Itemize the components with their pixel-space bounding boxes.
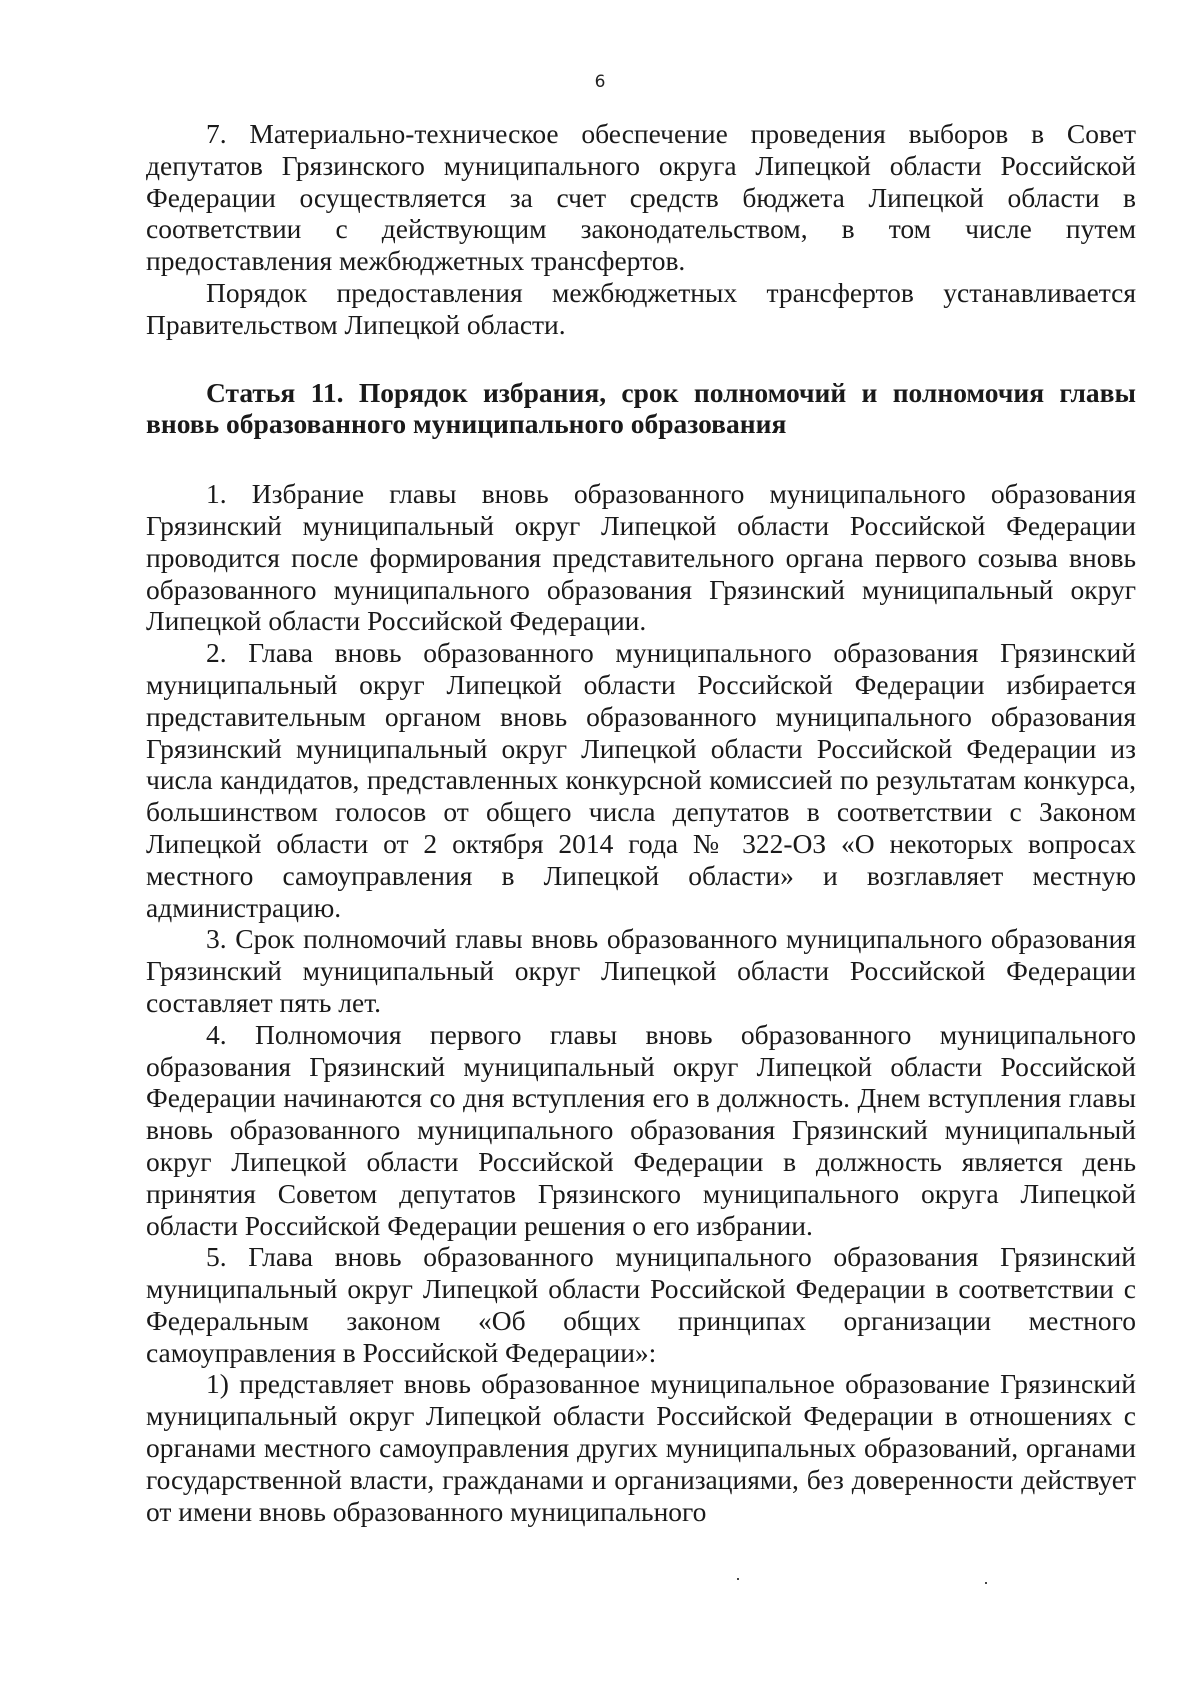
scan-speck: [985, 1582, 987, 1584]
paragraph-item-1: 1. Избрание главы вновь образованного муниципального образования Грязинский муниципальный округ Липецкой области Российской Федерации проводится после формирования представительного органа первого созыва вновь образованного муниципального образования Грязинский муниципальный округ Липецкой области Российской Федерации.: [146, 478, 1136, 637]
paragraph-item-4: 4. Полномочия первого главы вновь образованного муниципального образования Грязинский муниципальный округ Липецкой области Российской Федерации начинаются со дня вступления его в должность. Днем вступления главы вновь образованного муниципального образования Грязинский муниципальный округ Липецкой области Российской Федерации в должность является день принятия Советом депутатов Грязинского муниципального округа Липецкой области Российской Федерации решения о его избрании.: [146, 1018, 1136, 1241]
document-body: [146, 118, 1136, 1527]
paragraph-material-support: 7. Материально-техническое обеспечение проведения выборов в Совет депутатов Грязинского муниципального округа Липецкой области Российской Федерации осуществляется за счет средств бюджета Липецкой области в соответствии с действующим законодательством, в том числе путем предоставления межбюджетных трансфертов.: [146, 118, 1136, 277]
article-heading: Статья 11. Порядок избрания, срок полномочий и полномочия главы вновь образованного муниципального образования: [146, 376, 1136, 440]
paragraph-item-3: 3. Срок полномочий главы вновь образованного муниципального образования Грязинский муниципальный округ Липецкой области Российской Федерации составляет пять лет.: [146, 923, 1136, 1018]
page-number: 6: [594, 72, 606, 92]
paragraph-subitem-1: 1) представляет вновь образованное муниципальное образование Грязинский муниципальный округ Липецкой области Российской Федерации в отношениях с органами местного самоуправления других муниципальных образований, органами государственной власти, гражданами и организациями, без доверенности действует от имени вновь образованного муниципального: [146, 1368, 1136, 1527]
paragraph-item-2: 2. Глава вновь образованного муниципального образования Грязинский муниципальный округ Липецкой области Российской Федерации избирается представительным органом вновь образованного муниципального образования Грязинский муниципальный округ Липецкой области Российской Федерации из числа кандидатов, представленных конкурсной комиссией по результатам конкурса, большинством голосов от общего числа депутатов в соответствии с Законом Липецкой области от 2 октября 2014 года № 322-ОЗ «О некоторых вопросах местного самоуправления в Липецкой области» и возглавляет местную администрацию.: [146, 637, 1136, 923]
paragraph-transfer-procedure: Порядок предоставления межбюджетных трансфертов устанавливается Правительством Липецкой области.: [146, 276, 1136, 340]
paragraph-item-5: 5. Глава вновь образованного муниципального образования Грязинский муниципальный округ Липецкой области Российской Федерации в соответствии с Федеральным законом «Об общих принципах организации местного самоуправления в Российской Федерации»:: [146, 1241, 1136, 1368]
scan-speck: [737, 1578, 739, 1580]
